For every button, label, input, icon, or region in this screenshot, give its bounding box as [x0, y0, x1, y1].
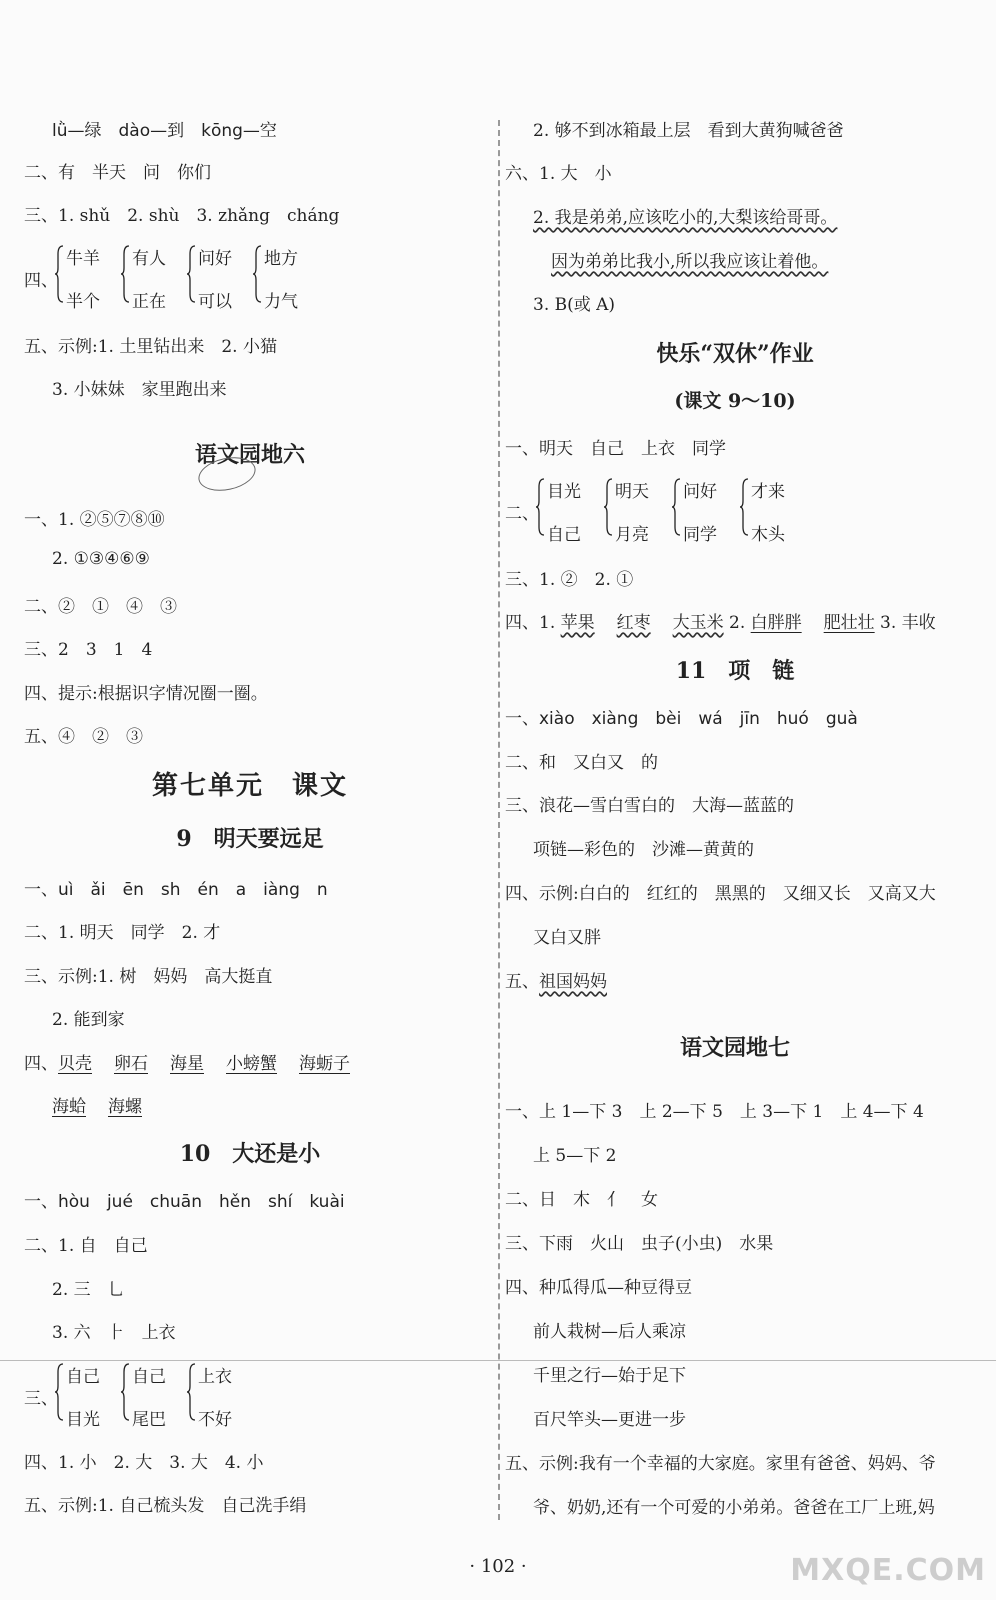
underlined-answer: 苹果	[560, 613, 595, 633]
brace-icon	[54, 244, 64, 304]
answer-line: 3. 小妹妹 家里跑出来	[52, 380, 227, 400]
answer-line: 2. 够不到冰箱最上层 看到大黄狗喊爸爸	[533, 121, 844, 141]
brace-word: 自己	[132, 1367, 166, 1387]
answer-line: 三、示例:1. 树 妈妈 高大挺直	[24, 967, 273, 987]
brace-word: 正在	[132, 292, 166, 312]
question-number: 四、	[24, 1054, 58, 1074]
brace-icon	[186, 244, 196, 304]
brace-word: 自己	[547, 525, 581, 545]
answer-line: 三、1. shǔ 2. shù 3. zhǎng cháng	[24, 206, 340, 226]
answer-line: 前人栽树—后人乘凉	[533, 1322, 686, 1342]
brace-word: 目光	[547, 482, 581, 502]
answer-line: 2. 三 乚	[52, 1280, 125, 1300]
answer-line: 一、上 1—下 3 上 2—下 5 上 3—下 1 上 4—下 4	[505, 1102, 924, 1122]
answer-line: 3. B(或 A)	[533, 295, 616, 315]
answer-line: 3. 六 ⺊ 上衣	[52, 1323, 176, 1343]
unit-title: 第七单元 课文	[151, 771, 348, 801]
answer-line: 五、④ ② ③	[24, 727, 143, 747]
brace-word: 月亮	[615, 525, 649, 545]
answer-line: 四、1. 苹果 红枣 大玉米 2. 白胖胖 肥壮壮 3. 丰收	[505, 613, 936, 633]
brace-word: 上衣	[198, 1367, 232, 1387]
underlined-answer: 大玉米	[672, 613, 724, 633]
question-number: 三、	[24, 1389, 58, 1409]
answer-line: 三、下雨 火山 虫子(小虫) 水果	[505, 1234, 774, 1254]
answer-line: 2. 能到家	[52, 1010, 125, 1030]
brace-word: 尾巴	[132, 1410, 166, 1430]
underlined-answer: 贝壳	[58, 1054, 92, 1074]
answer-line: 五、示例:1. 土里钻出来 2. 小猫	[24, 337, 277, 357]
answer-line: 五、示例:1. 自己梳头发 自己洗手绢	[24, 1496, 307, 1516]
answer-line: 六、1. 大 小	[505, 164, 612, 184]
answer-line: 一、1. ②⑤⑦⑧⑩	[24, 510, 165, 530]
answer-line: 一、hòu jué chuān hěn shí kuài	[24, 1192, 345, 1212]
underlined-answer: 祖国妈妈	[539, 972, 607, 992]
lesson-title: 11 项 链	[675, 658, 795, 684]
answer-line: 一、xiào xiàng bèi wá jīn huó guà	[505, 709, 858, 729]
brace-word: 问好	[198, 249, 232, 269]
section-title: 快乐“双休”作业	[656, 341, 814, 367]
answer-line: 二、② ① ④ ③	[24, 597, 177, 617]
underlined-answer: 肥壮壮	[823, 613, 875, 633]
answer-line: 百尺竿头—更进一步	[533, 1410, 686, 1430]
answer-line: 三、1. ② 2. ①	[505, 570, 634, 590]
answer-line: 三、浪花—雪白雪白的 大海—蓝蓝的	[505, 796, 794, 816]
underlined-answer: 海蛎子	[299, 1054, 350, 1074]
brace-icon	[120, 244, 130, 304]
brace-icon	[120, 1362, 130, 1422]
answer-line: 二、1. 明天 同学 2. 才	[24, 923, 221, 943]
lesson-title: 10 大还是小	[179, 1141, 321, 1167]
answer-line	[52, 1092, 142, 1117]
question-number: 四、	[24, 271, 58, 291]
underlined-answer: 红枣	[616, 613, 651, 633]
answer-line: 二、有 半天 问 你们	[24, 163, 211, 183]
brace-word: 牛羊	[66, 249, 100, 269]
brace-icon	[603, 477, 613, 537]
answer-line: 四、示例:白白的 红红的 黑黑的 又细又长 又高又大	[505, 884, 936, 904]
section-title: 语文园地六	[194, 442, 305, 468]
underlined-answer: 小螃蟹	[226, 1054, 277, 1074]
underlined-answer: 白胖胖	[750, 613, 802, 633]
brace-icon	[535, 477, 545, 537]
lesson-title: 9 明天要远足	[176, 826, 324, 852]
underlined-answer: 海星	[170, 1054, 204, 1074]
answer-line: 一、uì ǎi ēn sh én a iàng n	[24, 880, 328, 900]
brace-word: 木头	[751, 525, 785, 545]
section-title: 语文园地七	[679, 1035, 790, 1061]
brace-word: 可以	[198, 292, 232, 312]
answer-line: 因为弟弟比我小,所以我应该让着他。	[551, 252, 829, 272]
answer-line: 二、日 木 亻 女	[505, 1190, 658, 1210]
brace-word: 自己	[66, 1367, 100, 1387]
answer-line: 二、和 又白又 的	[505, 753, 658, 773]
brace-icon	[252, 244, 262, 304]
answer-line: 又白又胖	[533, 928, 601, 948]
brace-word: 同学	[683, 525, 717, 545]
answer-line: 项链—彩色的 沙滩—黄黄的	[533, 840, 754, 860]
page-number: · 102 ·	[469, 1556, 527, 1577]
answer-line: 五、祖国妈妈	[505, 972, 607, 992]
answer-line: 四、种瓜得瓜—种豆得豆	[505, 1278, 692, 1298]
answer-line: 五、示例:我有一个幸福的大家庭。家里有爸爸、妈妈、爷	[505, 1454, 936, 1474]
answer-line	[24, 1049, 350, 1074]
brace-word: 不好	[198, 1410, 232, 1430]
brace-word: 问好	[683, 482, 717, 502]
answer-line: 二、1. 自 自己	[24, 1236, 148, 1256]
section-subtitle: (课文 9～10)	[674, 390, 796, 412]
underlined-answer: 卵石	[114, 1054, 148, 1074]
brace-word: 明天	[615, 482, 649, 502]
answer-line: 爷、奶奶,还有一个可爱的小弟弟。爸爸在工厂上班,妈	[533, 1498, 935, 1518]
brace-icon	[54, 1362, 64, 1422]
answer-line: 千里之行—始于足下	[533, 1366, 686, 1386]
brace-word: 地方	[264, 249, 298, 269]
watermark-logo: MXQE.COM	[790, 1553, 986, 1588]
answer-line: 三、2 3 1 4	[24, 640, 153, 660]
answer-line: 2. 我是弟弟,应该吃小的,大梨该给哥哥。	[533, 208, 838, 228]
column-divider	[498, 120, 500, 1520]
answer-line: 四、提示:根据识字情况圈一圈。	[24, 684, 268, 704]
brace-icon	[671, 477, 681, 537]
brace-icon	[186, 1362, 196, 1422]
fold-line	[0, 1360, 996, 1361]
answer-line: 上 5—下 2	[533, 1146, 617, 1166]
brace-word: 有人	[132, 249, 166, 269]
answer-line: 一、明天 自己 上衣 同学	[505, 439, 726, 459]
answer-line: 四、1. 小 2. 大 3. 大 4. 小	[24, 1453, 264, 1473]
underlined-answer: 海蛤	[52, 1097, 86, 1117]
brace-word: 才来	[751, 482, 785, 502]
underlined-answer: 海螺	[108, 1097, 142, 1117]
answer-line: 2. ①③④⑥⑨	[52, 549, 150, 569]
question-number: 二、	[505, 504, 539, 524]
brace-icon	[739, 477, 749, 537]
brace-word: 目光	[66, 1410, 100, 1430]
brace-word: 半个	[66, 292, 100, 312]
brace-word: 力气	[264, 292, 298, 312]
answer-line: lǜ—绿 dào—到 kōng—空	[52, 121, 277, 141]
